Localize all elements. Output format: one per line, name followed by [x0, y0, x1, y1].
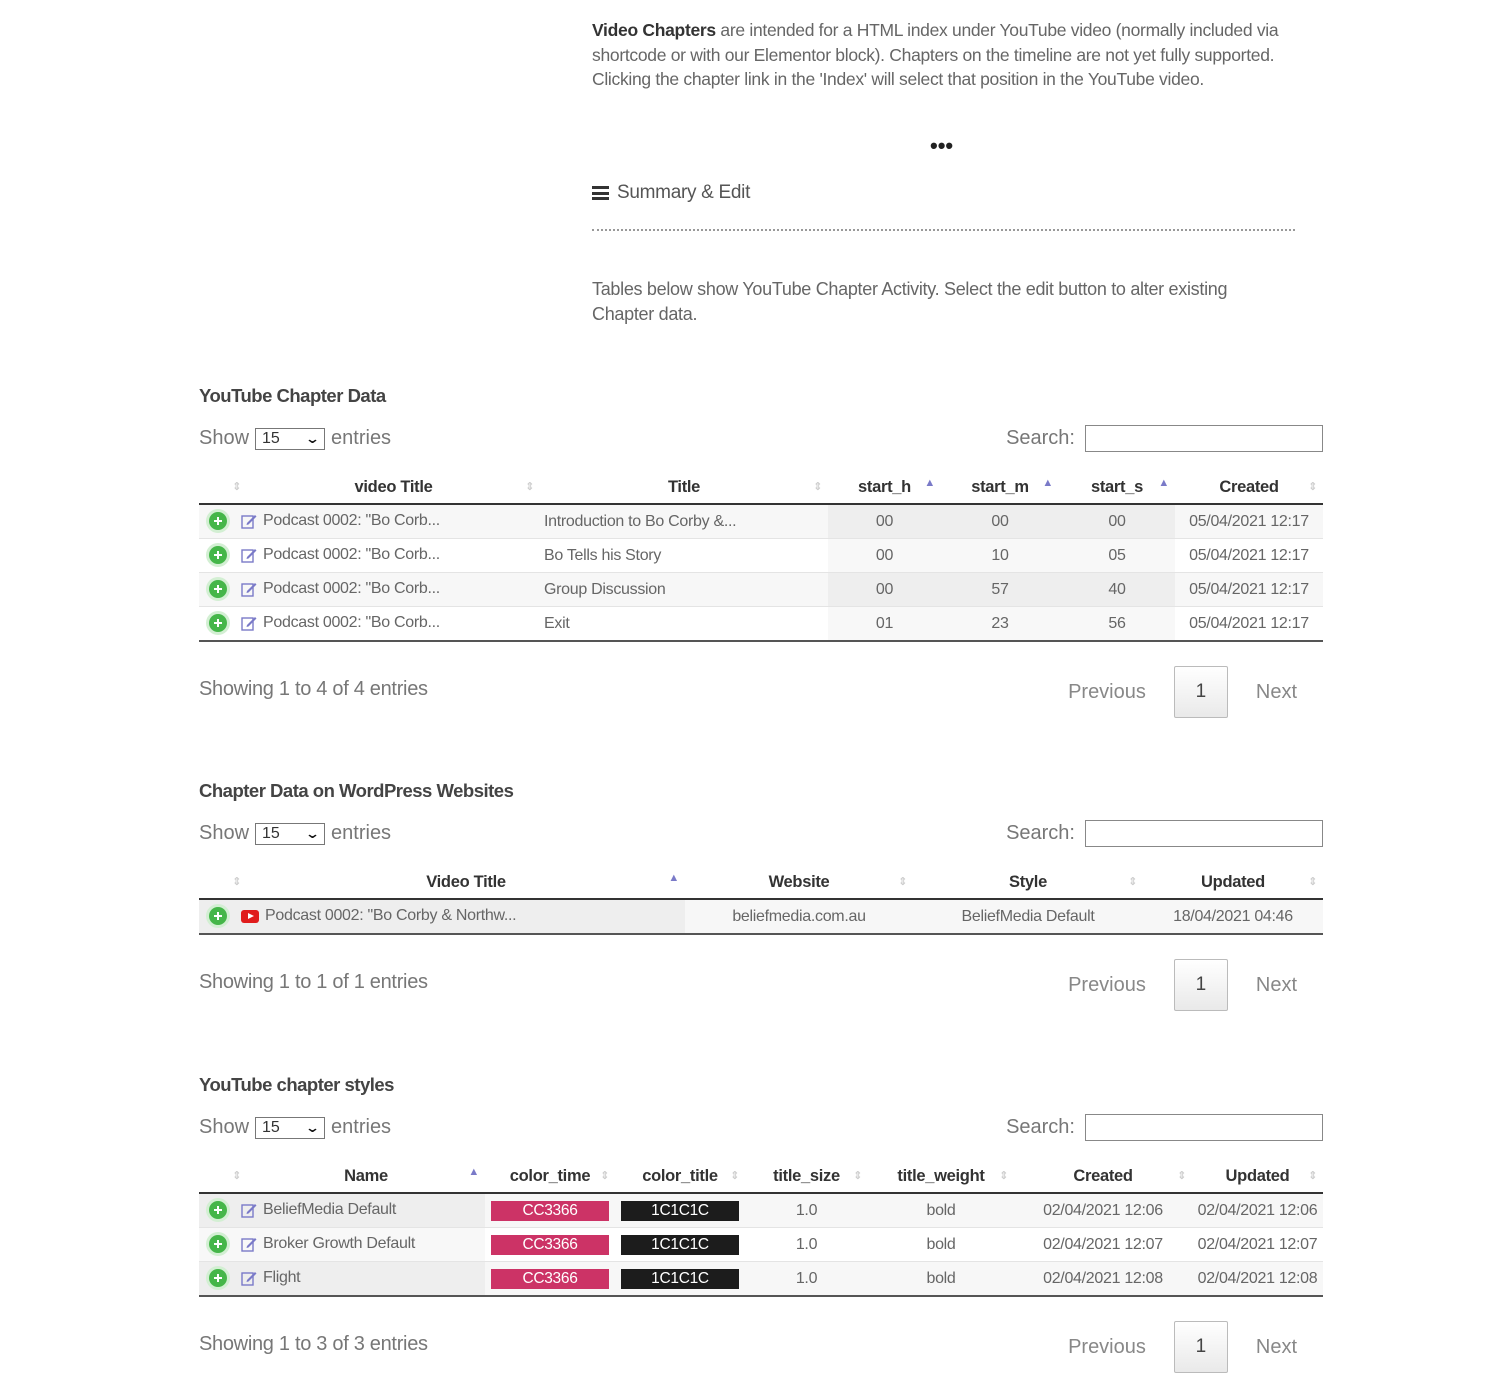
expand-row-icon[interactable] [209, 1201, 227, 1219]
title-size-cell: 1.0 [745, 1193, 868, 1228]
sort-icon: ⇕ [853, 1170, 862, 1182]
sort-icon: ⇕ [999, 1170, 1008, 1182]
summary-edit-label: Summary & Edit [617, 182, 751, 203]
youtube-icon [241, 910, 259, 923]
start-m-cell: 10 [941, 539, 1059, 573]
edit-icon[interactable] [241, 1270, 257, 1286]
search-control [1006, 820, 1323, 847]
tables-note: Tables below show YouTube Chapter Activity. Select the edit button to alter existing Chapter data. [592, 279, 1228, 324]
entries-label: entries [331, 427, 392, 449]
chevron-down-icon: ⌄ [304, 825, 321, 841]
style-cell: BeliefMedia Default [913, 899, 1143, 934]
edit-icon[interactable] [241, 581, 257, 597]
chevron-down-icon: ⌄ [304, 430, 321, 446]
row-controls[interactable] [199, 899, 685, 934]
expand-row-icon[interactable] [209, 546, 227, 564]
expand-row-icon[interactable] [209, 614, 227, 632]
next-button[interactable]: Next [1255, 680, 1297, 703]
column-header-video-title[interactable]: Video Title ▲ [247, 866, 685, 899]
start-s-cell: 56 [1059, 607, 1175, 642]
title-cell: Group Discussion [540, 573, 828, 607]
column-header-style[interactable]: Style ⇕ [913, 866, 1143, 899]
table-row [199, 1262, 1323, 1297]
table-row [199, 1193, 1323, 1228]
expand-row-icon[interactable] [209, 907, 227, 925]
edit-icon[interactable] [241, 513, 257, 529]
page-length-select[interactable] [255, 823, 325, 845]
sort-asc-icon: ▲ [1158, 477, 1169, 489]
sort-icon: ⇕ [730, 1170, 739, 1182]
search-input[interactable] [1085, 1114, 1323, 1141]
pagination [1068, 959, 1297, 1011]
column-header-title-size[interactable]: title_size ⇕ [745, 1160, 868, 1193]
start-h-cell: 00 [828, 504, 941, 539]
table-row [199, 899, 1323, 934]
color-time-cell [485, 1193, 615, 1228]
divider [592, 229, 1295, 231]
row-controls[interactable] [199, 539, 540, 573]
search-input[interactable] [1085, 425, 1323, 452]
column-header-updated[interactable]: Updated ⇕ [1192, 1160, 1323, 1193]
page-length-value: 15 [262, 824, 280, 842]
sort-asc-icon: ▲ [1042, 477, 1053, 489]
updated-cell: 02/04/2021 12:08 [1192, 1262, 1323, 1297]
sort-icon: ⇕ [600, 1170, 609, 1182]
show-label: Show [199, 822, 250, 844]
section-title: Chapter Data on WordPress Websites [199, 780, 514, 801]
sort-asc-icon: ▲ [668, 872, 679, 884]
start-h-cell: 00 [828, 539, 941, 573]
page-length-value: 15 [262, 1118, 280, 1136]
edit-icon[interactable] [241, 1236, 257, 1252]
table-info: Showing 1 to 1 of 1 entries [199, 971, 428, 993]
table-row [199, 539, 1323, 573]
title-cell: Bo Tells his Story [540, 539, 828, 573]
title-weight-cell: bold [868, 1228, 1014, 1262]
sort-icon: ⇕ [232, 1170, 241, 1182]
color-time-swatch: CC3366 [491, 1269, 609, 1289]
page-length-control [199, 1116, 391, 1139]
intro-paragraph [592, 18, 1292, 92]
column-header-created[interactable]: Created ⇕ [1175, 471, 1323, 504]
search-label: Search: [1006, 822, 1075, 844]
show-label: Show [199, 1116, 250, 1138]
page-button[interactable]: 1 [1174, 959, 1228, 1011]
next-button[interactable]: Next [1255, 1335, 1297, 1358]
created-cell: 05/04/2021 12:17 [1175, 607, 1323, 642]
wordpress-data-table [199, 866, 1323, 935]
start-s-cell: 40 [1059, 573, 1175, 607]
row-controls[interactable] [199, 1193, 485, 1228]
sort-icon: ⇕ [525, 481, 534, 493]
created-cell: 02/04/2021 12:07 [1014, 1228, 1192, 1262]
sort-icon: ⇕ [1128, 876, 1137, 888]
column-header-name[interactable]: Name ▲ [247, 1160, 485, 1193]
style-name-cell: Flight [263, 1269, 301, 1287]
edit-icon[interactable] [241, 1202, 257, 1218]
title-cell: Exit [540, 607, 828, 642]
updated-cell: 18/04/2021 04:46 [1143, 899, 1323, 934]
title-size-cell: 1.0 [745, 1228, 868, 1262]
expand-row-icon[interactable] [209, 512, 227, 530]
row-controls[interactable] [199, 573, 540, 607]
page-button[interactable]: 1 [1174, 1321, 1228, 1373]
start-h-cell: 01 [828, 607, 941, 642]
sort-icon: ⇕ [1308, 1170, 1317, 1182]
updated-cell: 02/04/2021 12:06 [1192, 1193, 1323, 1228]
expand-row-icon[interactable] [209, 580, 227, 598]
sort-icon: ⇕ [1308, 876, 1317, 888]
intro-bold-lead: Video Chapters [592, 20, 716, 40]
color-time-cell [485, 1228, 615, 1262]
sort-icon: ⇕ [1308, 481, 1317, 493]
row-controls[interactable] [199, 504, 540, 539]
search-label: Search: [1006, 1116, 1075, 1138]
start-m-cell: 23 [941, 607, 1059, 642]
sort-icon: ⇕ [898, 876, 907, 888]
created-cell: 02/04/2021 12:08 [1014, 1262, 1192, 1297]
chapter-styles-table [199, 1160, 1323, 1297]
video-title-cell: Podcast 0002: "Bo Corb... [263, 512, 440, 530]
column-header-created[interactable]: Created ⇕ [1014, 1160, 1192, 1193]
summary-edit-toggle[interactable] [592, 182, 750, 204]
color-time-cell [485, 1262, 615, 1297]
chapter-data-table [199, 471, 1323, 642]
updated-cell: 02/04/2021 12:07 [1192, 1228, 1323, 1262]
website-cell: beliefmedia.com.au [685, 899, 913, 934]
page-length-value: 15 [262, 429, 280, 447]
column-header-start-m[interactable]: start_m ▲ [941, 471, 1059, 504]
sort-icon: ⇕ [813, 481, 822, 493]
title-weight-cell: bold [868, 1262, 1014, 1297]
section-title: YouTube Chapter Data [199, 385, 386, 406]
column-header-title[interactable]: Title ⇕ [540, 471, 828, 504]
sort-icon: ⇕ [232, 481, 241, 493]
entries-label: entries [331, 1116, 392, 1138]
start-m-cell: 57 [941, 573, 1059, 607]
chevron-down-icon: ⌄ [304, 1119, 321, 1135]
table-info: Showing 1 to 3 of 3 entries [199, 1333, 428, 1355]
next-button[interactable]: Next [1255, 973, 1297, 996]
column-header-color-title[interactable]: color_title ⇕ [615, 1160, 745, 1193]
title-weight-cell: bold [868, 1193, 1014, 1228]
sort-asc-icon: ▲ [924, 477, 935, 489]
section-title: YouTube chapter styles [199, 1074, 394, 1095]
row-controls[interactable] [199, 1262, 485, 1297]
color-time-swatch: CC3366 [491, 1235, 609, 1255]
sort-asc-icon: ▲ [468, 1166, 479, 1178]
row-controls[interactable] [199, 1228, 485, 1262]
wordpress-data-section [199, 780, 1323, 1019]
expand-row-icon[interactable] [209, 1269, 227, 1287]
table-info: Showing 1 to 4 of 4 entries [199, 678, 428, 700]
previous-button[interactable]: Previous [1068, 1335, 1146, 1358]
start-m-cell: 00 [941, 504, 1059, 539]
color-title-cell [615, 1193, 745, 1228]
video-title-cell: Podcast 0002: "Bo Corb... [263, 580, 440, 598]
search-control [1006, 425, 1323, 452]
entries-label: entries [331, 822, 392, 844]
chapter-data-section [199, 385, 1323, 726]
previous-button[interactable]: Previous [1068, 680, 1146, 703]
start-s-cell: 00 [1059, 504, 1175, 539]
show-label: Show [199, 427, 250, 449]
page-button[interactable]: 1 [1174, 666, 1228, 718]
page-length-select[interactable] [255, 1117, 325, 1139]
table-row [199, 504, 1323, 539]
color-time-swatch: CC3366 [491, 1201, 609, 1221]
column-header-video-title[interactable]: video Title ⇕ [247, 471, 540, 504]
pagination [1068, 666, 1297, 718]
created-cell: 02/04/2021 12:06 [1014, 1193, 1192, 1228]
column-header-color-time[interactable]: color_time ⇕ [485, 1160, 615, 1193]
search-control [1006, 1114, 1323, 1141]
column-header-website[interactable]: Website ⇕ [685, 866, 913, 899]
table-row [199, 607, 1323, 642]
edit-icon[interactable] [241, 547, 257, 563]
column-header-start-s[interactable]: start_s ▲ [1059, 471, 1175, 504]
created-cell: 05/04/2021 12:17 [1175, 539, 1323, 573]
color-title-cell [615, 1262, 745, 1297]
video-title-cell: Podcast 0002: "Bo Corb... [263, 614, 440, 632]
search-input[interactable] [1085, 820, 1323, 847]
sort-icon: ⇕ [1177, 1170, 1186, 1182]
page-length-select[interactable] [255, 428, 325, 450]
expand-row-icon[interactable] [209, 1235, 227, 1253]
pagination [1068, 1321, 1297, 1373]
created-cell: 05/04/2021 12:17 [1175, 573, 1323, 607]
video-title-cell: Podcast 0002: "Bo Corby & Northw... [265, 907, 517, 925]
color-title-swatch: 1C1C1C [621, 1235, 739, 1255]
color-title-swatch: 1C1C1C [621, 1269, 739, 1289]
color-title-cell [615, 1228, 745, 1262]
page-length-control [199, 427, 391, 450]
more-icon[interactable]: ••• [930, 133, 954, 158]
table-row [199, 573, 1323, 607]
intro-text: are intended for a HTML index under YouTube video (normally included via shortcode or with our Elementor block). Chapters on the timeline are not yet fully supported. Clicking the chapter link in the 'Index' will select that position in the YouTube video. [592, 20, 1279, 89]
column-header-controls[interactable] [199, 866, 247, 899]
title-cell: Introduction to Bo Corby &... [540, 504, 828, 539]
column-header-controls[interactable] [199, 1160, 247, 1193]
chapter-styles-section [199, 1074, 1323, 1381]
column-header-controls[interactable] [199, 471, 247, 504]
search-label: Search: [1006, 427, 1075, 449]
column-header-title-weight[interactable]: title_weight ⇕ [868, 1160, 1014, 1193]
title-size-cell: 1.0 [745, 1262, 868, 1297]
table-row [199, 1228, 1323, 1262]
page-length-control [199, 822, 391, 845]
created-cell: 05/04/2021 12:17 [1175, 504, 1323, 539]
edit-icon[interactable] [241, 615, 257, 631]
video-title-cell: Podcast 0002: "Bo Corb... [263, 546, 440, 564]
sort-icon: ⇕ [232, 876, 241, 888]
row-controls[interactable] [199, 607, 540, 642]
hamburger-icon [592, 186, 609, 200]
column-header-start-h[interactable]: start_h ▲ [828, 471, 941, 504]
style-name-cell: Broker Growth Default [263, 1235, 415, 1253]
previous-button[interactable]: Previous [1068, 973, 1146, 996]
style-name-cell: BeliefMedia Default [263, 1201, 397, 1219]
column-header-updated[interactable]: Updated ⇕ [1143, 866, 1323, 899]
start-s-cell: 05 [1059, 539, 1175, 573]
start-h-cell: 00 [828, 573, 941, 607]
color-title-swatch: 1C1C1C [621, 1201, 739, 1221]
